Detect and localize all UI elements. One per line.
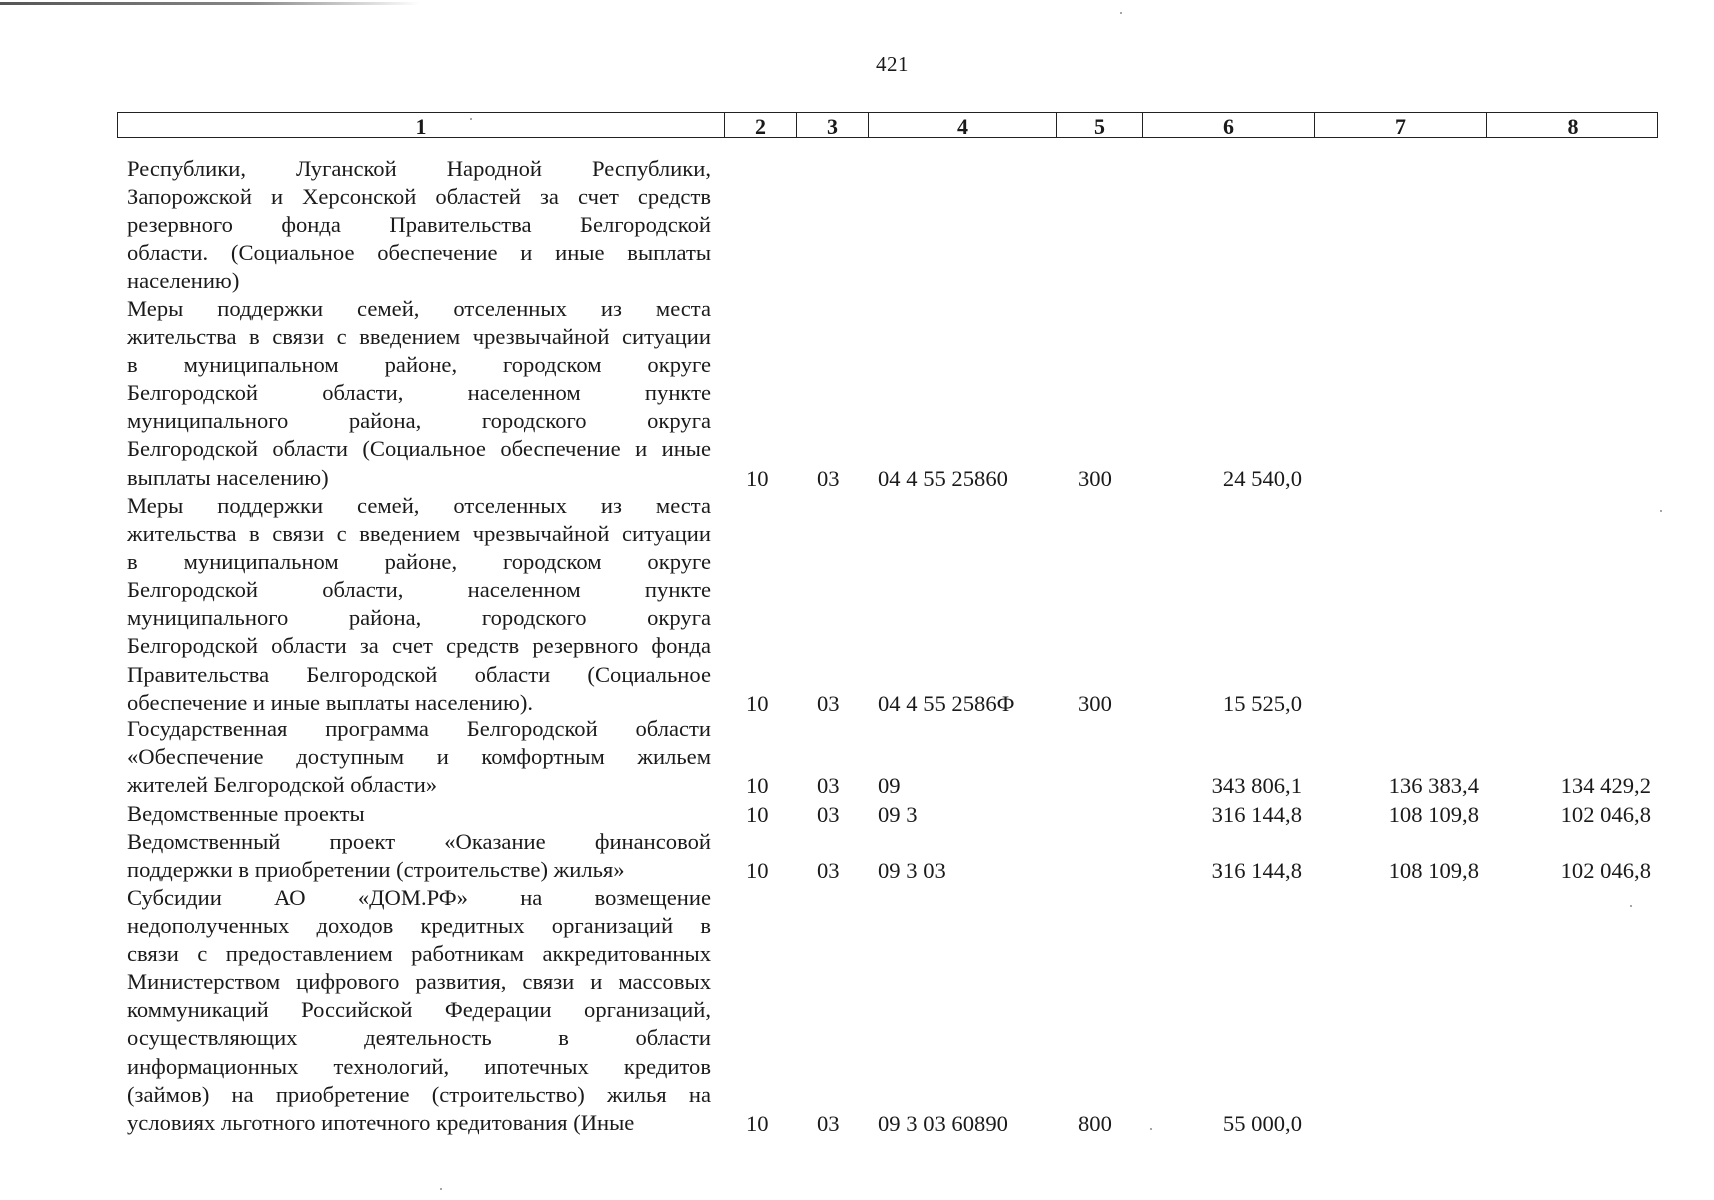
table-header <box>117 112 1658 138</box>
cell-col-5: 800 <box>1078 1110 1112 1136</box>
description-line: Белгородской области (Социальное обеспечение и иные <box>127 436 711 462</box>
description-line: Министерством цифрового развития, связи и массовых <box>127 969 711 995</box>
scan-speck <box>1630 905 1632 907</box>
cell-col-3: 03 <box>817 1110 840 1136</box>
description-line: Запорожской и Херсонской областей за счет средств <box>127 184 711 210</box>
header-col-7: 7 <box>1314 113 1486 137</box>
header-col-5: 5 <box>1056 113 1142 137</box>
cell-col-7: 108 109,8 <box>1388 858 1479 884</box>
cell-col-6: 343 806,1 <box>1211 773 1302 799</box>
description-line: «Обеспечение доступным и комфортным жильем <box>127 744 711 770</box>
description-line: Белгородской области, населенном пункте <box>127 380 711 406</box>
description-line: Государственная программа Белгородской области <box>127 716 711 741</box>
cell-col-6: 316 144,8 <box>1211 858 1302 884</box>
description-line: осуществляющих деятельность в области <box>127 1025 711 1051</box>
cell-col-6: 15 525,0 <box>1222 690 1302 716</box>
cell-col-8: 102 046,8 <box>1560 858 1651 884</box>
row-description <box>127 715 711 799</box>
cell-col-3: 03 <box>817 802 840 827</box>
scan-speck <box>1660 510 1662 512</box>
cell-col-3: 03 <box>817 858 840 884</box>
cell-col-3: 03 <box>817 465 840 491</box>
description-line: условиях льготного ипотечного кредитования (Иные <box>127 1109 635 1135</box>
cell-col-5: 300 <box>1078 465 1112 491</box>
cell-col-4: 09 3 <box>878 802 918 827</box>
scan-speck <box>1150 1128 1152 1130</box>
description-line: Правительства Белгородской области (Социальное <box>127 661 711 687</box>
header-col-6: 6 <box>1142 113 1314 137</box>
description-line: недополученных доходов кредитных организаций в <box>127 913 711 939</box>
description-line: населению) <box>127 268 240 294</box>
description-line: (займов) на приобретение (строительство) жилья на <box>127 1081 711 1107</box>
cell-col-7: 136 383,4 <box>1388 773 1479 799</box>
description-line: жительства в связи с введением чрезвычайной ситуации <box>127 324 711 350</box>
description-line: поддержки в приобретении (строительстве) жилья» <box>127 857 625 883</box>
header-col-3: 3 <box>796 113 868 137</box>
description-line: в муниципальном районе, городском округе <box>127 352 711 378</box>
cell-col-2: 10 <box>746 465 769 491</box>
header-col-8: 8 <box>1486 113 1659 137</box>
description-line: Меры поддержки семей, отселенных из места <box>127 493 711 518</box>
description-line: Белгородской области за счет средств резервного фонда <box>127 633 711 659</box>
cell-col-8: 102 046,8 <box>1560 802 1651 827</box>
description-line: Республики, Луганской Народной Республики, <box>127 156 711 181</box>
cell-col-2: 10 <box>746 858 769 884</box>
description-line: Субсидии АО «ДОМ.РФ» на возмещение <box>127 885 711 910</box>
cell-col-6: 24 540,0 <box>1222 465 1302 491</box>
cell-col-2: 10 <box>746 802 769 827</box>
description-line: выплаты населению) <box>127 464 329 490</box>
description-line: муниципального района, городского округа <box>127 605 711 631</box>
row-description <box>127 800 711 828</box>
description-line: области. (Социальное обеспечение и иные выплаты <box>127 240 711 266</box>
cell-col-6: 316 144,8 <box>1211 802 1302 827</box>
cell-col-2: 10 <box>746 690 769 716</box>
scan-edge-mark <box>0 2 420 5</box>
description-line: коммуникаций Российской Федерации организаций, <box>127 997 711 1023</box>
description-line: в муниципальном районе, городском округе <box>127 549 711 575</box>
row-description <box>127 828 711 884</box>
cell-col-7: 108 109,8 <box>1388 802 1479 827</box>
scan-speck <box>440 1188 442 1190</box>
description-line: резервного фонда Правительства Белгородской <box>127 212 711 238</box>
scan-speck <box>1120 12 1122 14</box>
cell-col-4: 04 4 55 2586Ф <box>878 690 1015 716</box>
description-line: обеспечение и иные выплаты населению). <box>127 689 534 715</box>
description-line: информационных технологий, ипотечных кредитов <box>127 1053 711 1079</box>
description-line: жителей Белгородской области» <box>127 772 438 798</box>
row-description <box>127 295 711 492</box>
cell-col-2: 10 <box>746 1110 769 1136</box>
cell-col-4: 09 3 03 <box>878 858 946 884</box>
description-line: Меры поддержки семей, отселенных из места <box>127 296 711 321</box>
header-col-4: 4 <box>868 113 1056 137</box>
cell-col-3: 03 <box>817 773 840 799</box>
header-col-1: 1 <box>415 114 427 139</box>
scan-speck <box>470 118 472 120</box>
header-col-2: 2 <box>724 113 796 137</box>
description-line: Белгородской области, населенном пункте <box>127 577 711 603</box>
cell-col-4: 04 4 55 25860 <box>878 465 1008 491</box>
cell-col-3: 03 <box>817 690 840 716</box>
cell-col-6: 55 000,0 <box>1222 1110 1302 1136</box>
cell-col-8: 134 429,2 <box>1560 773 1651 799</box>
page-number: 421 <box>876 52 909 76</box>
description-line: Ведомственный проект «Оказание финансовой <box>127 829 711 854</box>
description-line: связи с предоставлением работникам аккредитованных <box>127 941 711 967</box>
row-description <box>127 492 711 717</box>
description-line: жительства в связи с введением чрезвычайной ситуации <box>127 521 711 547</box>
cell-col-4: 09 3 03 60890 <box>878 1110 1008 1136</box>
cell-col-4: 09 <box>878 773 901 799</box>
description-line: Ведомственные проекты <box>127 801 365 826</box>
row-description <box>127 884 711 1137</box>
row-description <box>127 155 711 295</box>
cell-col-2: 10 <box>746 773 769 799</box>
cell-col-5: 300 <box>1078 690 1112 716</box>
description-line: муниципального района, городского округа <box>127 408 711 434</box>
